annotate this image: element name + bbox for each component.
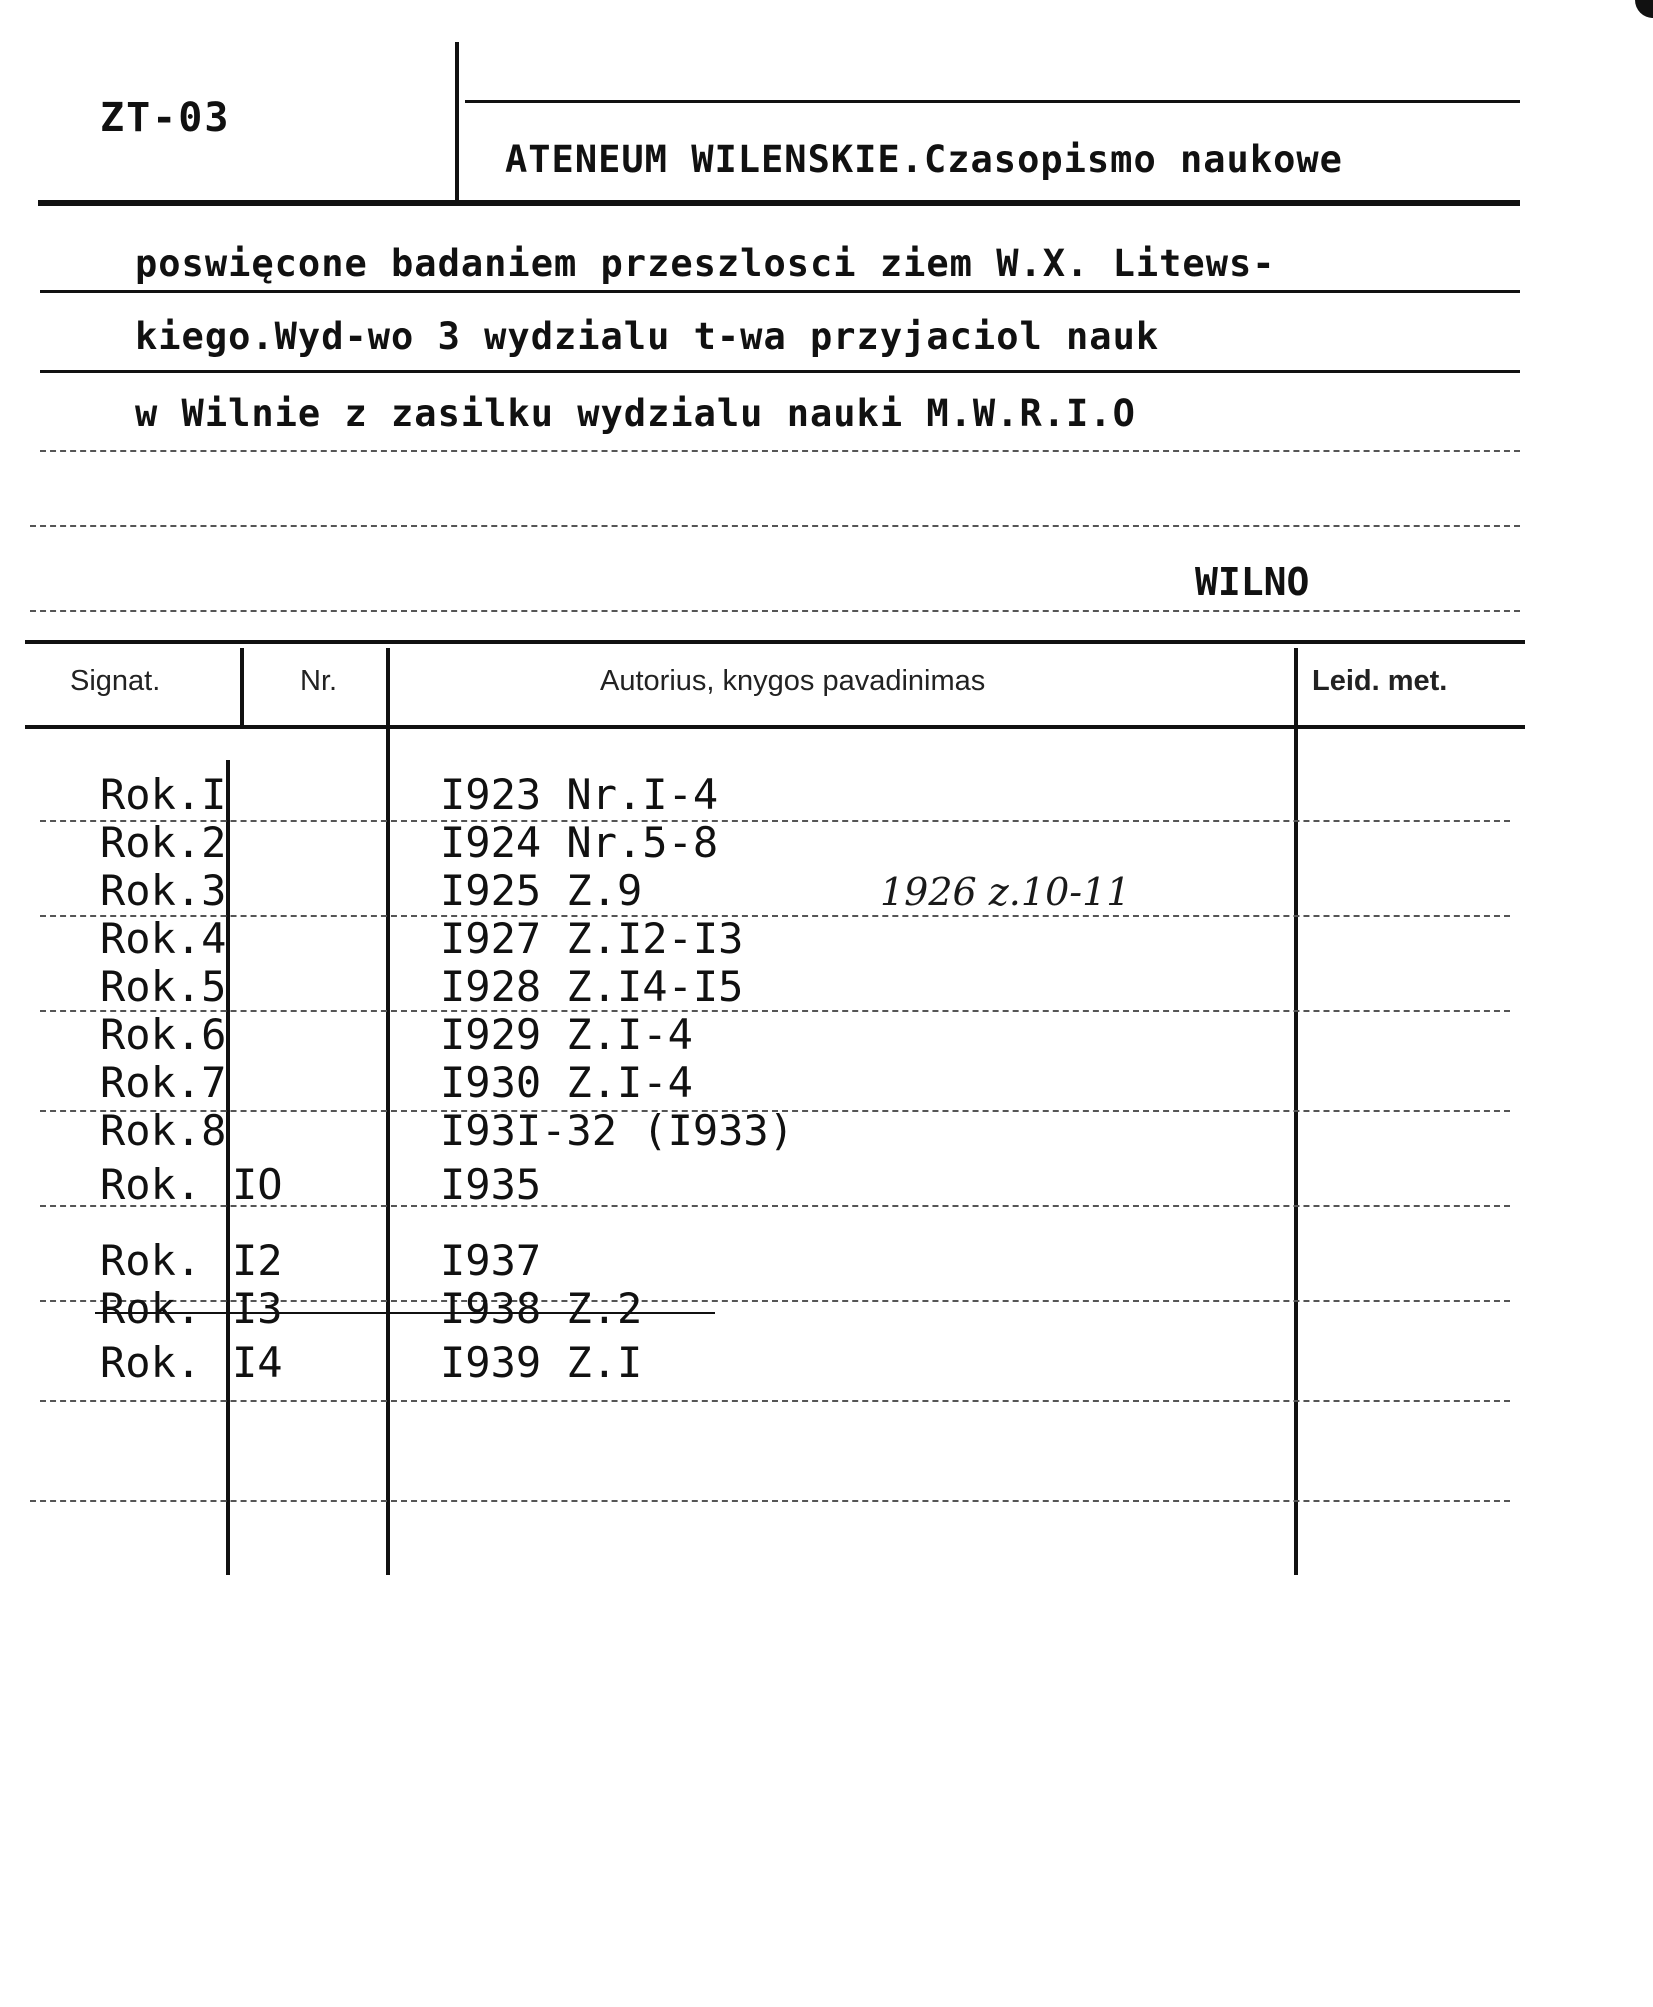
row-signature: Rok.I	[100, 770, 227, 819]
row-content: I937	[440, 1236, 542, 1285]
corner-mark	[1635, 0, 1653, 18]
row-content: I925 Z.9	[440, 866, 643, 915]
row-signature: Rok.3	[100, 866, 227, 915]
row-content: I929 Z.I-4	[440, 1010, 693, 1059]
row-signature: Rok.8	[100, 1106, 227, 1155]
header-author-title: Autorius, knygos pavadinimas	[600, 665, 986, 697]
strike-line	[95, 1312, 715, 1314]
title-line: kiego.Wyd-wo 3 wydzialu t-wa przyjaciol nauk	[135, 315, 1160, 358]
header-year: Leid. met.	[1312, 665, 1448, 697]
row-signature: Rok.	[100, 1338, 202, 1387]
row-rule	[40, 915, 1510, 917]
rule	[30, 525, 1520, 527]
row-signature: Rok.4	[100, 914, 227, 963]
row-content: I938 Z.2	[440, 1284, 643, 1333]
rule-heavy	[38, 200, 1520, 206]
rule	[40, 450, 1520, 452]
row-content: I93I-32 (I933)	[440, 1106, 795, 1155]
row-rule	[40, 1400, 1510, 1402]
title-line: w Wilnie z zasilku wydzialu nauki M.W.R.I.O	[135, 392, 1136, 435]
row-content: I923 Nr.I-4	[440, 770, 719, 819]
row-number: I2	[232, 1236, 283, 1285]
header-divider	[455, 42, 459, 200]
rule	[30, 610, 1520, 612]
row-rule	[40, 820, 1510, 822]
row-signature: Rok.	[100, 1284, 202, 1333]
row-signature: Rok.5	[100, 962, 227, 1011]
header-number: Nr.	[300, 665, 338, 697]
row-signature: Rok.	[100, 1160, 202, 1209]
title-line: ATENEUM WILENSKIE.Czasopismo naukowe	[505, 138, 1343, 181]
row-content: I924 Nr.5-8	[440, 818, 719, 867]
place: WILNO	[1195, 560, 1310, 604]
row-signature: Rok.7	[100, 1058, 227, 1107]
row-content: I935	[440, 1160, 542, 1209]
column-divider	[240, 648, 244, 728]
row-content: I930 Z.I-4	[440, 1058, 693, 1107]
title-line: poswięcone badaniem przeszlosci ziem W.X. Litews-	[135, 242, 1276, 285]
row-rule	[30, 1500, 1510, 1502]
row-signature: Rok.2	[100, 818, 227, 867]
rule	[40, 370, 1520, 373]
handwritten-note: 1926 z.10-11	[880, 870, 1131, 914]
row-content: I928 Z.I4-I5	[440, 962, 744, 1011]
row-content: I927 Z.I2-I3	[440, 914, 744, 963]
header-bottom-rule	[25, 725, 1525, 729]
row-number: I3	[232, 1284, 283, 1333]
column-divider	[226, 760, 230, 1575]
row-rule	[40, 1010, 1510, 1012]
table-top-rule	[25, 640, 1525, 644]
row-signature: Rok.6	[100, 1010, 227, 1059]
rule-top	[465, 100, 1520, 103]
rule	[40, 290, 1520, 293]
header-signature: Signat.	[70, 665, 161, 697]
row-signature: Rok.	[100, 1236, 202, 1285]
catalog-code: ZT-03	[100, 95, 231, 141]
row-number: I4	[232, 1338, 283, 1387]
row-number: IO	[232, 1160, 283, 1209]
row-content: I939 Z.I	[440, 1338, 643, 1387]
